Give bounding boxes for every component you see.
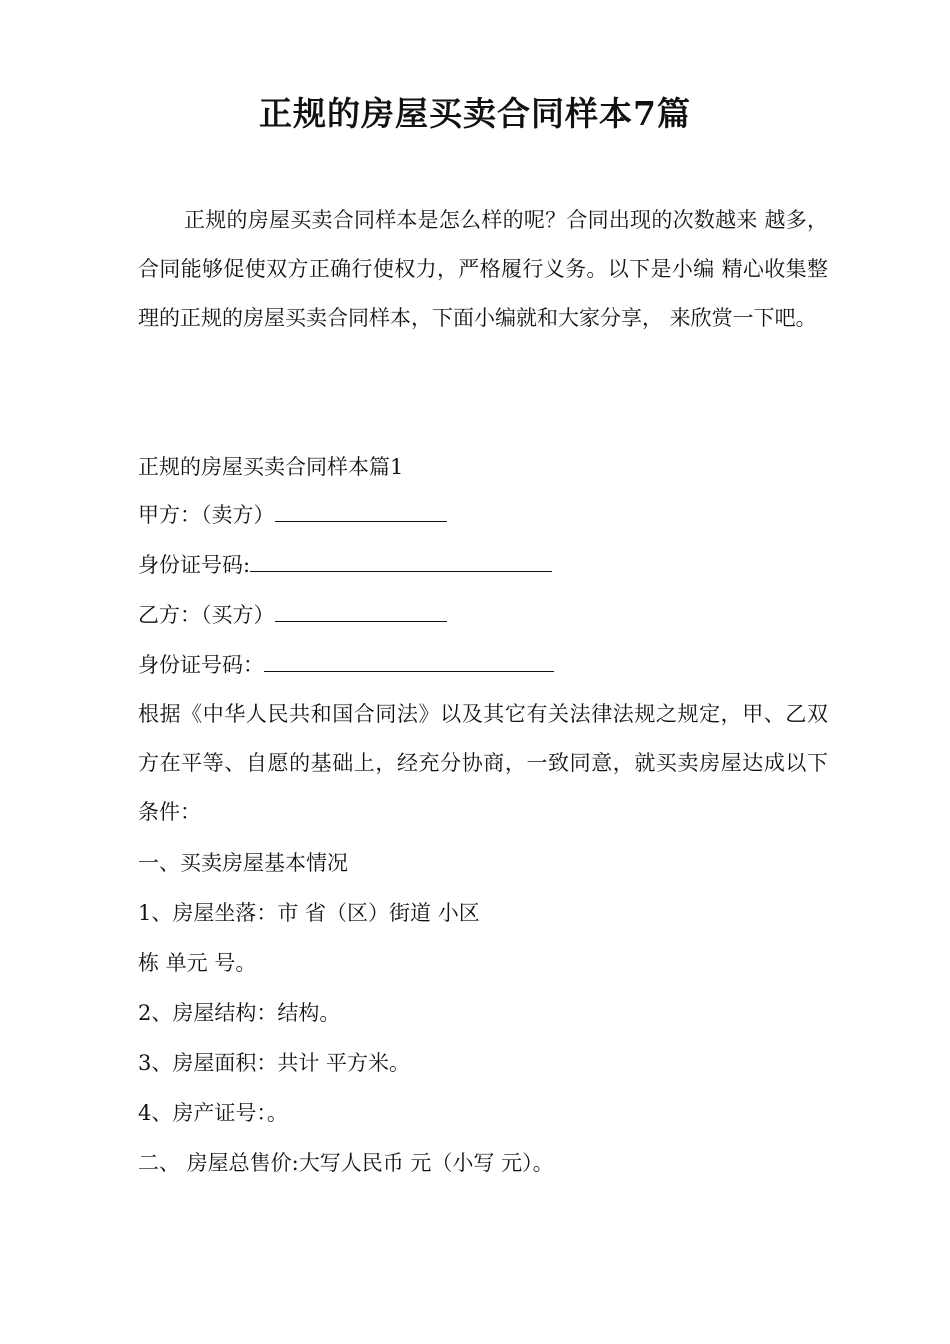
id-a-line: [138, 550, 552, 580]
id-b-blank[interactable]: [264, 651, 554, 672]
item-2: 2、房屋结构：结构。: [138, 1001, 341, 1025]
basis-paragraph: 根据《中华人民共和国合同法》以及其它有关法律法规之规定，甲、乙双方在平等、自愿的基础上，经充分协商，一致同意，就买卖房屋达成以下条件：: [138, 702, 828, 824]
id-a-blank[interactable]: [250, 551, 552, 572]
item-1a: 1、房屋坐落：市 省（区）街道 小区: [138, 901, 480, 925]
document-title: 正规的房屋买卖合同样本7篇: [259, 94, 691, 133]
intro-paragraph: 正规的房屋买卖合同样本是怎么样的呢？合同出现的次数越来 越多，合同能够促使双方正确行使权力，严格履行义务。以下是小编 精心收集整理的正规的房屋买卖合同样本，下面小编就和大家分享， 来欣赏一下吧。: [138, 208, 828, 330]
id-a-label: 身份证号码:: [138, 553, 251, 577]
id-b-line: [138, 650, 554, 680]
party-a-line: [138, 500, 447, 530]
party-b-label: 乙方：（买方）: [138, 603, 275, 627]
item-3: 3、房屋面积：共计 平方米。: [138, 1051, 411, 1075]
clause-1-heading: 一、买卖房屋基本情况: [138, 851, 348, 875]
clause-2-heading: 二、 房屋总售价:大写人民币 元（小写 元）。: [138, 1151, 554, 1175]
section-heading: 正规的房屋买卖合同样本篇1: [138, 455, 404, 479]
id-b-label: 身份证号码：: [138, 653, 264, 677]
party-a-blank[interactable]: [275, 501, 447, 522]
item-4: 4、房产证号：。: [138, 1101, 288, 1125]
item-1b: 栋 单元 号。: [138, 951, 257, 975]
party-b-line: [138, 600, 447, 630]
party-a-label: 甲方：（卖方）: [138, 503, 275, 527]
party-b-blank[interactable]: [275, 601, 447, 622]
